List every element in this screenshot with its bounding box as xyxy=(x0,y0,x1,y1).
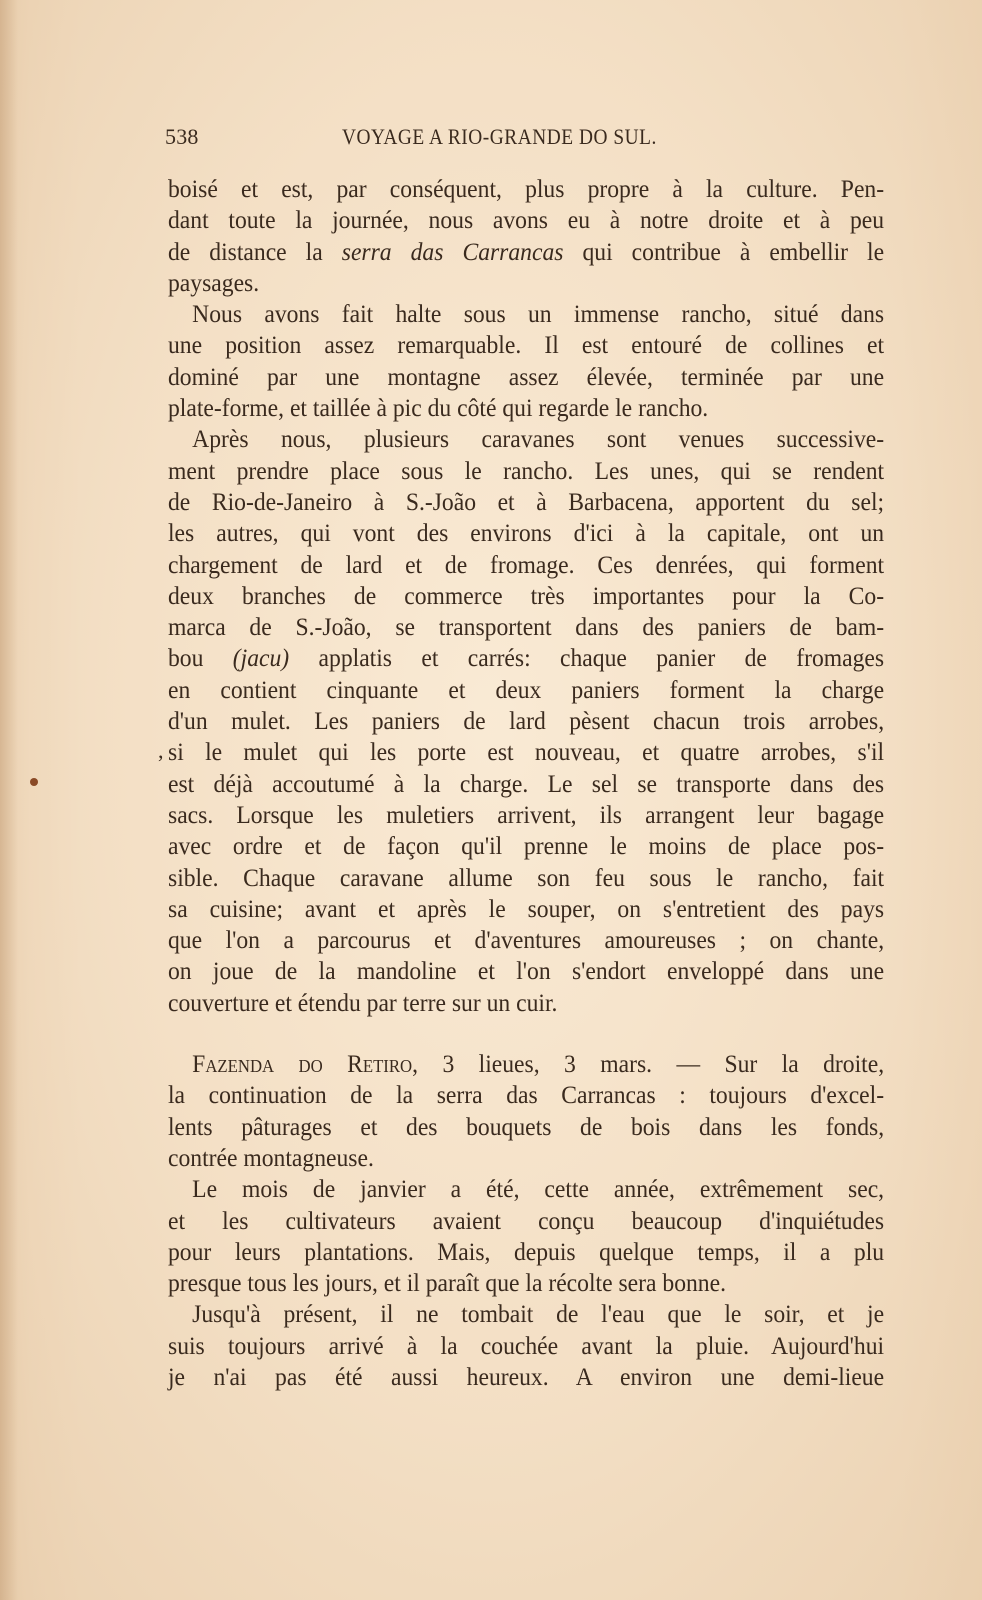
text-line: suis toujours arrivé à la couchée avant la pluie. Aujourd'hui xyxy=(168,1331,885,1360)
entry-heading xyxy=(168,1049,884,1080)
running-head xyxy=(165,124,890,154)
paragraph-start: Nous avons fait halte sous un immense rancho, situé dans xyxy=(192,300,885,329)
text-segment: bou xyxy=(168,644,233,673)
text-line: que l'on a parcourus et d'aventures amoureuses ; on chante, xyxy=(168,926,885,955)
paper-stain xyxy=(30,778,38,786)
text-line: marca de S.-João, se transportent dans des paniers de bam- xyxy=(168,613,885,642)
text-line: une position assez remarquable. Il est entouré de collines et xyxy=(168,331,885,360)
margin-mark: , xyxy=(158,738,164,763)
place-name: Fazenda do Retiro xyxy=(192,1050,413,1079)
text-line: contrée montagneuse. xyxy=(168,1143,374,1172)
italic-term: serra das Carrancas xyxy=(341,237,564,266)
paragraph-start: Jusqu'à présent, il ne tombait de l'eau que le soir, et je xyxy=(192,1300,885,1329)
text-line: dant toute la journée, nous avons eu à notre droite et à peu xyxy=(168,206,885,235)
text-line: dominé par une montagne assez élevée, terminée par une xyxy=(168,362,885,391)
text-line: en contient cinquante et deux paniers forment la charge xyxy=(168,675,885,704)
text-line: ment prendre place sous le rancho. Les unes, qui se rendent xyxy=(168,456,885,485)
text-line: sacs. Lorsque les muletiers arrivent, ils arrangent leur bagage xyxy=(168,800,885,829)
text-line: presque tous les jours, et il paraît que la récolte sera bonne. xyxy=(168,1269,727,1298)
paragraph-start: Le mois de janvier a été, cette année, extrêmement sec, xyxy=(192,1175,885,1204)
text-line: couverture et étendu par terre sur un cuir. xyxy=(168,988,558,1017)
text-line: paysages. xyxy=(168,268,260,297)
text-line: de Rio-de-Janeiro à S.-João et à Barbacena, apportent du sel; xyxy=(168,487,885,516)
text-line: boisé et est, par conséquent, plus propre à la culture. Pen- xyxy=(168,175,885,203)
text-line: sa cuisine; avant et après le souper, on s'entretient des pays xyxy=(168,894,885,923)
text-line: chargement de lard et de fromage. Ces denrées, qui forment xyxy=(168,550,885,579)
text-line: est déjà accoutumé à la charge. Le sel se transporte dans des xyxy=(168,769,885,798)
text-line: avec ordre et de façon qu'il prenne le moins de place pos- xyxy=(168,832,885,861)
paragraph-start: Après nous, plusieurs caravanes sont venues successive- xyxy=(192,425,885,454)
running-title: VOYAGE A RIO-GRANDE DO SUL. xyxy=(342,124,657,149)
text-line: et les cultivateurs avaient conçu beaucoup d'inquiétudes xyxy=(168,1206,885,1235)
text-line: plate-forme, et taillée à pic du côté qui regarde le rancho. xyxy=(168,394,709,423)
text-line: deux branches de commerce très importantes pour la Co- xyxy=(168,581,885,610)
text-line: sible. Chaque caravane allume son feu sous le rancho, fait xyxy=(168,863,885,892)
page-edge-shadow xyxy=(0,0,18,1600)
text-line: si le mulet qui les porte est nouveau, et quatre arrobes, s'il xyxy=(168,738,885,767)
body-text xyxy=(168,174,884,1393)
text-line: pour leurs plantations. Mais, depuis quelque temps, il a plu xyxy=(168,1237,885,1266)
italic-term: (jacu) xyxy=(232,644,290,673)
text-line xyxy=(168,643,884,674)
text-line: je n'ai pas été aussi heureux. A environ une demi-lieue xyxy=(168,1362,885,1391)
text-line: on joue de la mandoline et l'on s'endort enveloppé dans une xyxy=(168,957,885,986)
text-segment: qui contribue à embellir le xyxy=(563,237,885,266)
text-line xyxy=(168,237,884,268)
text-line: lents pâturages et des bouquets de bois dans les fonds, xyxy=(168,1112,885,1141)
text-line: d'un mulet. Les paniers de lard pèsent chacun trois arrobes, xyxy=(168,707,885,736)
page-number: 538 xyxy=(165,124,199,149)
section-gap xyxy=(168,1019,884,1049)
text-segment: applatis et carrés: chaque panier de fromages xyxy=(289,644,885,673)
text-line: la continuation de la serra das Carrancas : toujours d'excel- xyxy=(168,1081,885,1110)
text-line: les autres, qui vont des environs d'ici à la capitale, ont un xyxy=(168,519,885,548)
text-segment: de distance la xyxy=(168,237,342,266)
entry-date: , 3 lieues, 3 mars. — Sur la droite, xyxy=(412,1050,885,1079)
